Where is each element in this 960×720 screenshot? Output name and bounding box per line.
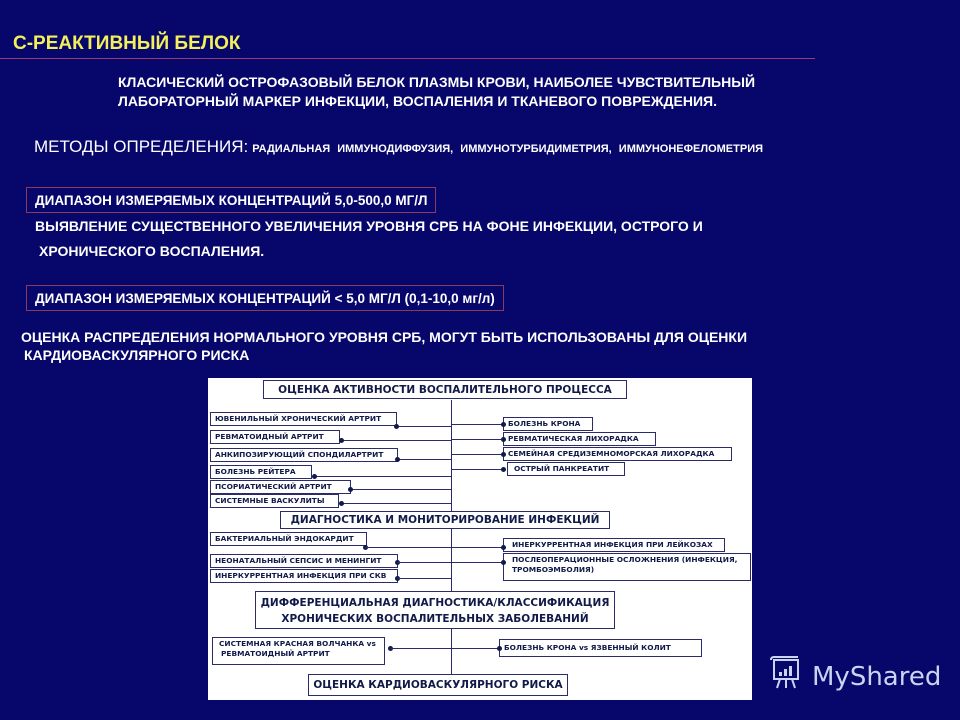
heading-inflammation-activity: ОЦЕНКА АКТИВНОСТИ ВОСПАЛИТЕЛЬНОГО ПРОЦЕССА	[263, 380, 627, 399]
connector-dot	[339, 501, 344, 506]
methods-list: РАДИАЛЬНАЯ ИММУНОДИФФУЗИЯ, ИММУНОТУРБИДИМЕТРИЯ, ИММУНОНЕФЕЛОМЕТРИЯ	[252, 143, 764, 155]
range-box-low: ДИАПАЗОН ИЗМЕРЯЕМЫХ КОНЦЕНТРАЦИЙ < 5,0 МГ/Л (0,1-10,0 мг/л)	[26, 285, 504, 311]
crp-applications-diagram	[208, 378, 752, 700]
connector	[365, 547, 451, 548]
connector-dot	[501, 452, 506, 457]
left-item-rheumatoid-arthritis: РЕВМАТОИДНЫЙ АРТРИТ	[210, 430, 340, 444]
connector	[451, 469, 503, 470]
heading-diff-line-1: ДИФФЕРЕНЦИАЛЬНАЯ ДИАГНОСТИКА/КЛАССИФИКАЦИЯ	[260, 597, 610, 609]
connector	[451, 547, 503, 548]
heading-cardiovascular-risk: ОЦЕНКА КАРДИОВАСКУЛЯРНОГО РИСКА	[308, 674, 568, 696]
connector-dot	[501, 467, 506, 472]
connector	[451, 454, 503, 455]
left-item-ankylosing-spondylarthritis: АНКИПОЗИРУЮЩИЙ СПОНДИЛАРТРИТ	[210, 448, 398, 462]
methods-label: МЕТОДЫ ОПРЕДЕЛЕНИЯ:	[34, 137, 249, 156]
connector-dot	[395, 457, 400, 462]
connector	[314, 476, 451, 477]
connector	[397, 562, 451, 563]
postop-line-1: ПОСЛЕОПЕРАЦИОННЫЕ ОСЛОЖНЕНИЯ (ИНФЕКЦИЯ,	[512, 555, 738, 564]
right-item-rheumatic-fever: РЕВМАТИЧЕСКАЯ ЛИХОРАДКА	[503, 432, 656, 446]
connector-dot	[348, 487, 353, 492]
heading-differential-diagnostics	[255, 591, 615, 629]
range-box-high: ДИАПАЗОН ИЗМЕРЯЕМЫХ КОНЦЕНТРАЦИЙ 5,0-500,0 МГ/Л	[26, 187, 436, 213]
range2-desc-line-2: КАРДИОВАСКУЛЯРНОГО РИСКА	[24, 347, 250, 363]
postop-line-2: ТРОМБОЭМБОЛИЯ)	[512, 565, 595, 574]
right-item-postoperative-complications	[503, 553, 751, 581]
connector-dot	[501, 545, 506, 550]
range2-desc-line-1: ОЦЕНКА РАСПРЕДЕЛЕНИЯ НОРМАЛЬНОГО УРОВНЯ СРБ, МОГУТ БЫТЬ ИСПОЛЬЗОВАНЫ ДЛЯ ОЦЕНКИ	[21, 329, 748, 345]
right-item-crohn-disease: БОЛЕЗНЬ КРОНА	[503, 417, 593, 431]
presentation-board-icon	[768, 655, 804, 698]
connector	[397, 578, 451, 579]
connector	[390, 648, 499, 649]
intro-line-2: ЛАБОРАТОРНЫЙ МАРКЕР ИНФЕКЦИИ, ВОСПАЛЕНИЯ И ТКАНЕВОГО ПОВРЕЖДЕНИЯ.	[118, 93, 717, 109]
connector-dot	[339, 438, 344, 443]
left-item-bacterial-endocarditis: БАКТЕРИАЛЬНЫЙ ЭНДОКАРДИТ	[210, 532, 367, 546]
sle-vs-ra-line-1: СИСТЕМНАЯ КРАСНАЯ ВОЛЧАНКА vs	[219, 639, 376, 648]
right-item-acute-pancreatitis: ОСТРЫЙ ПАНКРЕАТИТ	[507, 462, 625, 476]
intro-line-1: КЛАСИЧЕСКИЙ ОСТРОФАЗОВЫЙ БЕЛОК ПЛАЗМЫ КРОВИ, НАИБОЛЕЕ ЧУВСТВИТЕЛЬНЫЙ	[118, 74, 755, 90]
connector	[451, 439, 503, 440]
watermark-text: MyShared	[812, 661, 942, 692]
connector	[341, 440, 451, 441]
range1-desc-line-2: ХРОНИЧЕСКОГО ВОСПАЛЕНИЯ.	[39, 243, 265, 259]
connector-dot	[394, 424, 399, 429]
range1-desc-line-1: ВЫЯВЛЕНИЕ СУЩЕСТВЕННОГО УВЕЛИЧЕНИЯ УРОВНЯ СРБ НА ФОНЕ ИНФЕКЦИИ, ОСТРОГО И	[35, 218, 703, 234]
spine-line	[451, 400, 452, 676]
heading-diff-line-2: ХРОНИЧЕСКИХ ВОСПАЛИТЕЛЬНЫХ ЗАБОЛЕВАНИЙ	[281, 613, 589, 625]
title-underline	[0, 58, 815, 59]
slide-title: С-РЕАКТИВНЫЙ БЕЛОК	[13, 33, 241, 54]
connector-dot	[501, 422, 506, 427]
left-item-systemic-vasculitis: СИСТЕМНЫЕ ВАСКУЛИТЫ	[210, 494, 339, 508]
connector-dot	[501, 560, 506, 565]
connector	[396, 426, 451, 427]
myshared-watermark	[768, 655, 941, 698]
left-item-neonatal-sepsis: НЕОНАТАЛЬНЫЙ СЕПСИС И МЕНИНГИТ	[210, 554, 398, 568]
connector-dot	[501, 437, 506, 442]
left-item-sle-infection: ИНЕРКУРРЕНТНАЯ ИНФЕКЦИЯ ПРИ СКВ	[210, 569, 398, 583]
connector	[451, 424, 503, 425]
connector	[341, 503, 451, 504]
left-item-reiter-disease: БОЛЕЗНЬ РЕЙТЕРА	[210, 465, 312, 479]
right-item-crohn-vs-uc: БОЛЕЗНЬ КРОНА vs ЯЗВЕННЫЙ КОЛИТ	[499, 639, 702, 657]
methods-row	[34, 137, 763, 159]
right-item-familial-mediterranean-fever: СЕМЕЙНАЯ СРЕДИЗЕМНОМОРСКАЯ ЛИХОРАДКА	[503, 447, 732, 461]
left-item-juvenile-arthritis: ЮВЕНИЛЬНЫЙ ХРОНИЧЕСКИЙ АРТРИТ	[210, 412, 397, 426]
right-item-leukemia-infection: ИНЕРКУРРЕНТНАЯ ИНФЕКЦИЯ ПРИ ЛЕЙКОЗАХ	[503, 538, 725, 552]
left-item-sle-vs-ra	[212, 637, 385, 665]
heading-infection-diagnostics: ДИАГНОСТИКА И МОНИТОРИРОВАНИЕ ИНФЕКЦИЙ	[280, 511, 610, 529]
connector	[397, 459, 451, 460]
connector	[451, 562, 503, 563]
connector-dot	[312, 474, 317, 479]
connector	[350, 489, 451, 490]
sle-vs-ra-line-2: РЕВМАТОИДНЫЙ АРТРИТ	[221, 649, 330, 658]
connector-dot	[497, 646, 502, 651]
left-item-psoriatic-arthritis: ПСОРИАТИЧЕСКИЙ АРТРИТ	[210, 480, 351, 494]
